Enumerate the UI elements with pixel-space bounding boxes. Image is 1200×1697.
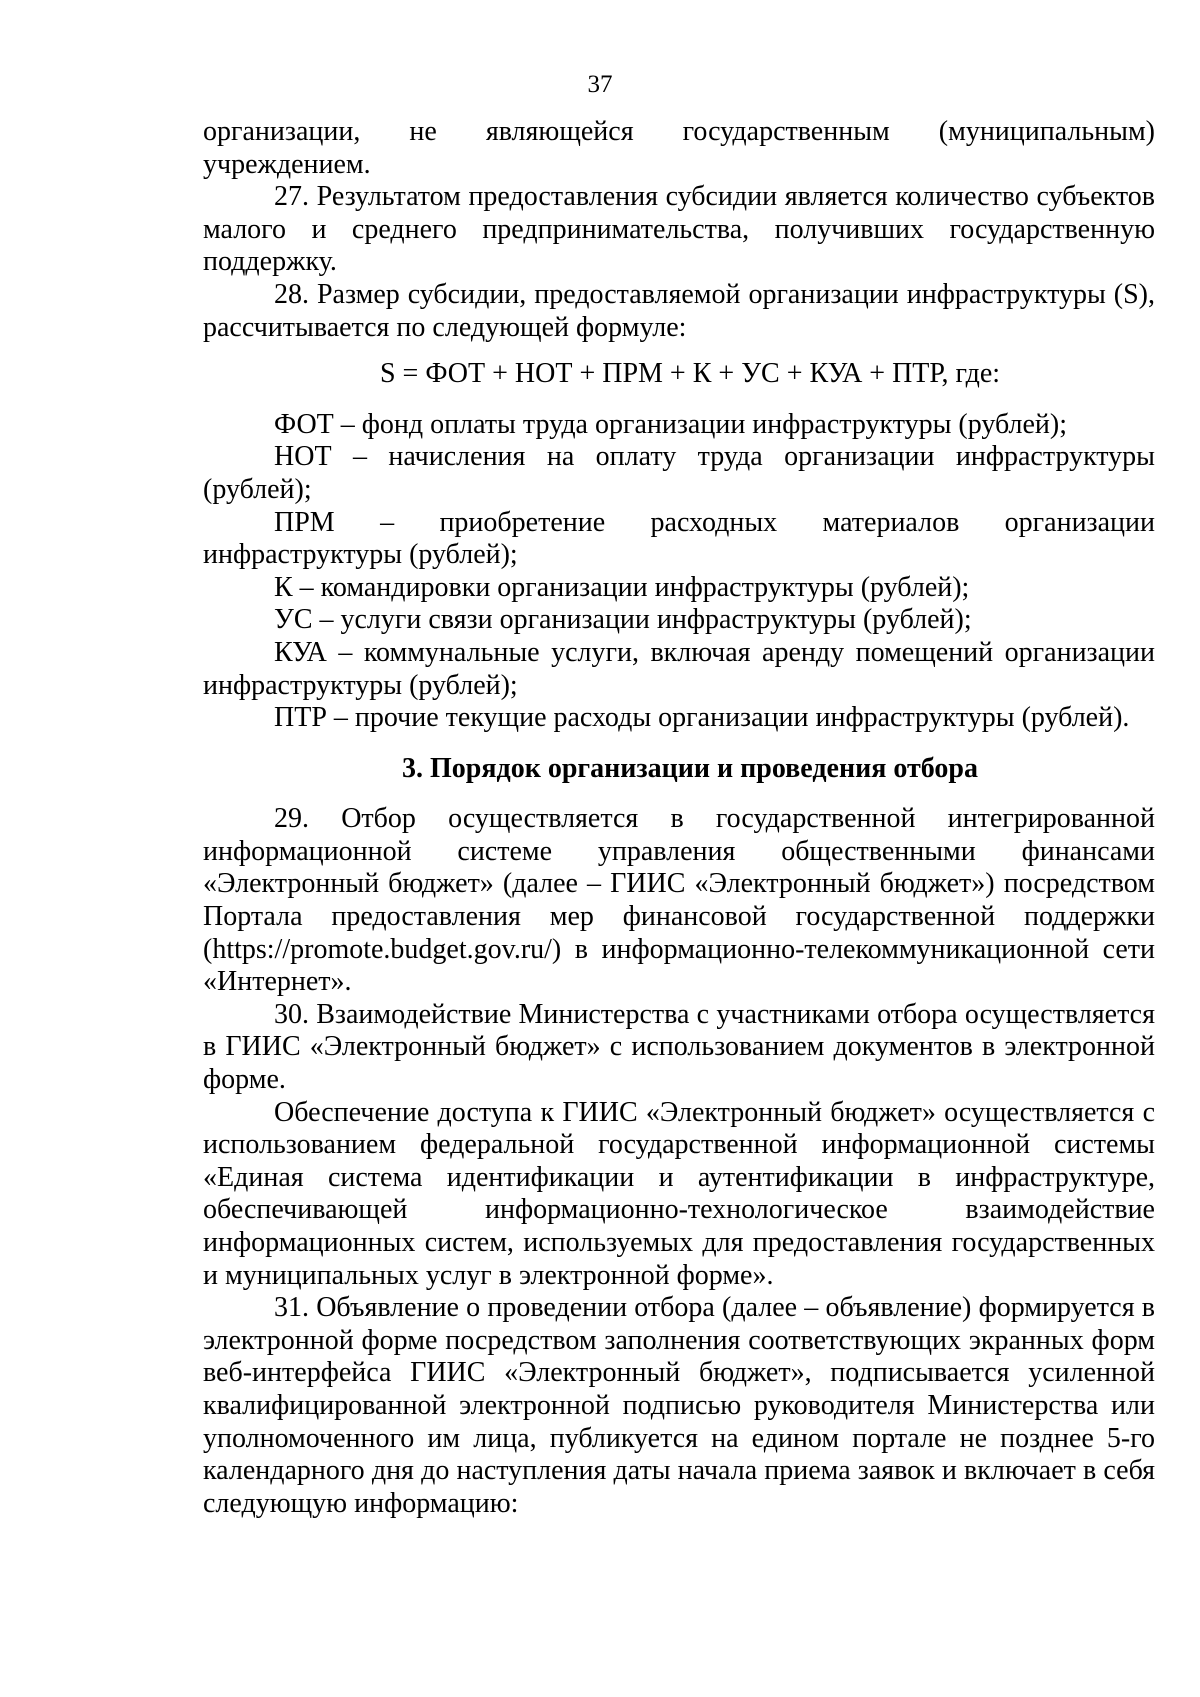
definition-k: К – командировки организации инфраструктуры (рублей); (274, 571, 970, 603)
paragraph-29: 29. Отбор осуществляется в государственной интегрированной информационной системе управления общественными финансами «Электронный бюджет» (далее – ГИИС «Электронный бюджет») посредством Портала предоставления мер финансовой государственной поддержки (https://promote.budget.gov.ru/) в информационно-телекоммуникационной сети «Интернет». (203, 803, 1155, 998)
definition-not: НОТ – начисления на оплату труда организации инфраструктуры (рублей); (203, 441, 1155, 505)
paragraph-continuation: организации, не являющейся государственным (муниципальным) учреждением. (203, 116, 1155, 180)
paragraph-access: Обеспечение доступа к ГИИС «Электронный бюджет» осуществляется с использованием федеральной государственной информационной системы «Единая система идентификации и аутентификации в инфраструктуре, обеспечивающей информационно-технологическое взаимодействие информационных систем, используемых для предоставления государственных и муниципальных услуг в электронной форме». (203, 1096, 1155, 1291)
paragraph-31: 31. Объявление о проведении отбора (далее – объявление) формируется в электронной форме посредством заполнения соответствующих экранных форм веб-интерфейса ГИИС «Электронный бюджет», подписывается усиленной квалифицированной электронной подписью руководителя Министерства или уполномоченного им лица, публикуется на едином портале не позднее 5-го календарного дня до наступления даты начала приема заявок и включает в себя следующую информацию: (203, 1292, 1155, 1519)
paragraph-30: 30. Взаимодействие Министерства с участниками отбора осуществляется в ГИИС «Электронный бюджет» с использованием документов в электронной форме. (203, 998, 1155, 1096)
definition-prm: ПРМ – приобретение расходных материалов организации инфраструктуры (рублей); (203, 506, 1155, 571)
paragraph-28: 28. Размер субсидии, предоставляемой организации инфраструктуры (S), рассчитывается по следующей формуле: (203, 278, 1155, 343)
paragraph-27: 27. Результатом предоставления субсидии является количество субъектов малого и среднего предпринимательства, получивших государственную поддержку. (203, 181, 1155, 278)
definition-kua: КУА – коммунальные услуги, включая аренду помещений организации инфраструктуры (рублей); (203, 636, 1155, 701)
definition-ptr: ПТР – прочие текущие расходы организации инфраструктуры (рублей). (274, 702, 1130, 734)
document-body (203, 116, 1155, 1520)
section-title: 3. Порядок организации и проведения отбора (402, 752, 978, 784)
page-number: 37 (587, 71, 613, 98)
definition-us: УС – услуги связи организации инфраструктуры (рублей); (274, 604, 972, 636)
definition-fot: ФОТ – фонд оплаты труда организации инфраструктуры (рублей); (274, 408, 1068, 440)
subsidy-formula: S = ФОТ + НОТ + ПРМ + К + УС + КУА + ПТР, где: (379, 358, 1001, 390)
